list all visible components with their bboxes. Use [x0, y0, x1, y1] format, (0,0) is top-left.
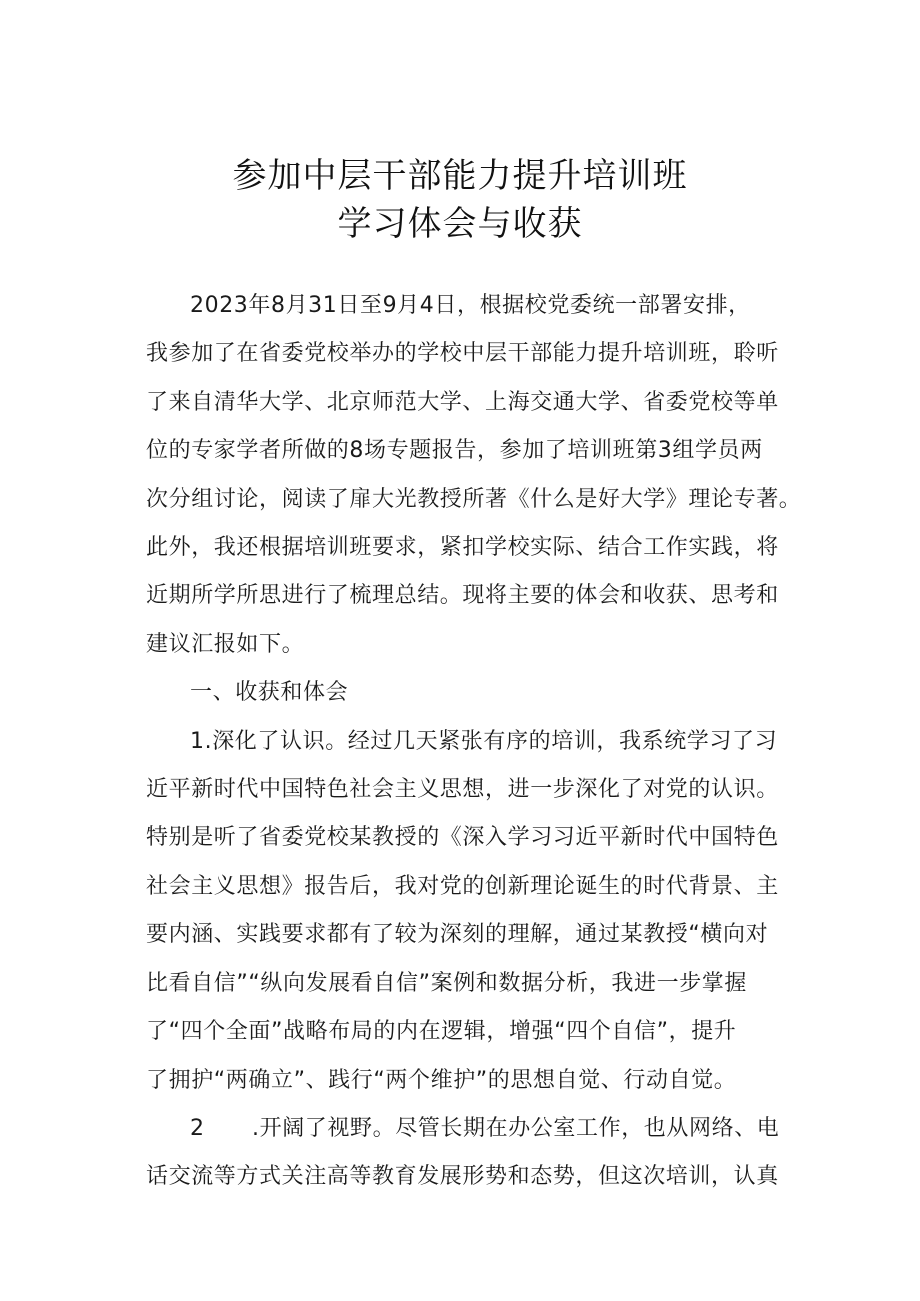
item-number: 2: [190, 1115, 205, 1141]
text-line: 1.深化了认识。经过几天紧张有序的培训，我系统学习了习: [190, 728, 778, 754]
text-line: [146, 1105, 806, 1153]
text-line: 位的专家学者所做的8场专题报告，参加了培训班第3组学员两: [146, 438, 763, 464]
paragraph-item-2: [146, 1105, 806, 1202]
title-line-1: 参加中层干部能力提升培训班: [232, 156, 688, 196]
paragraph-item-1: [146, 718, 806, 1105]
document-title: [0, 152, 920, 248]
text-line: 话交流等方式关注高等教育发展形势和态势，但这次培训，认真: [146, 1164, 779, 1190]
text-line: 此外，我还根据培训班要求，紧扣学校实际、结合工作实践，将: [146, 535, 779, 561]
text-line: 了来自清华大学、北京师范大学、上海交通大学、省委党校等单: [146, 389, 779, 415]
text-line: 了“四个全面”战略布局的内在逻辑，增强“四个自信”，提升: [146, 1019, 737, 1045]
text-line: 近期所学所思进行了梳理总结。现将主要的体会和收获、思考和: [146, 583, 779, 609]
text-line: 比看自信”“纵向发展看自信”案例和数据分析，我进一步掌握: [146, 970, 747, 996]
text-line: 特别是听了省委党校某教授的《深入学习习近平新时代中国特色: [146, 825, 779, 851]
title-line-2: 学习体会与收获: [337, 204, 583, 244]
text-line: 次分组讨论，阅读了扉大光教授所著《什么是好大学》理论专著。: [146, 486, 802, 512]
paragraph-intro: [146, 282, 806, 669]
text-line: 要内涵、实践要求都有了较为深刻的理解，通过某教授“横向对: [146, 922, 769, 948]
item-2-first-line: .开阔了视野。尽管长期在办公室工作，也从网络、电: [252, 1115, 780, 1141]
text-line: 建议汇报如下。: [146, 631, 305, 657]
text-line: 社会主义思想》报告后，我对党的创新理论诞生的时代背景、主: [146, 873, 779, 899]
section-heading: 一、收获和体会: [190, 680, 349, 706]
text-line: 了拥护“两确立”、践行“两个维护”的思想自觉、行动自觉。: [146, 1067, 737, 1093]
text-line: 2023年8月31日至9月4日，根据校党委统一部署安排，: [190, 293, 751, 318]
text-line: 我参加了在省委党校举办的学校中层干部能力提升培训班，聆听: [146, 341, 779, 367]
document-body: [146, 282, 806, 1202]
text-line: 近平新时代中国特色社会主义思想，进一步深化了对党的认识。: [146, 777, 779, 803]
